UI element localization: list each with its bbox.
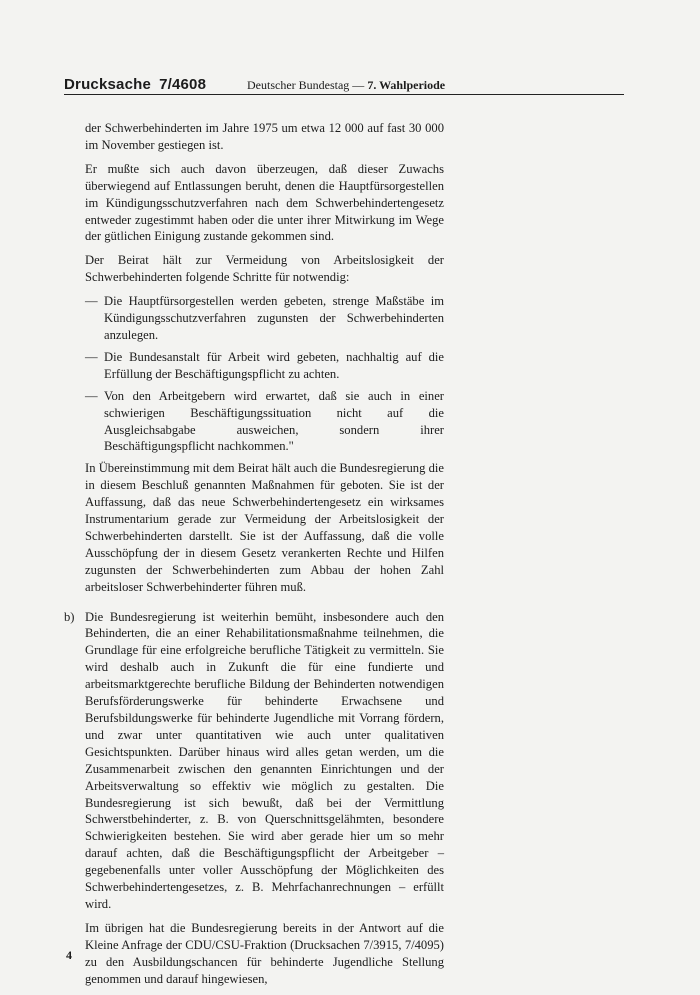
dash-marker: — — [85, 294, 98, 309]
dash-list-item — [85, 388, 444, 456]
document-label — [64, 76, 206, 93]
continued-section — [85, 120, 444, 596]
paragraph: Er mußte sich auch davon überzeugen, daß dieser Zuwachs überwiegend auf Entlassungen beruht, denen die Hauptfürsorgestellen im Kündigungsschutzverfahren nach dem Schwerbehindertengesetz entweder zugestimmt haben oder die unter ihrer Mitwirkung im Wege der gütlichen Einigung zustande gekommen sind. — [85, 161, 444, 244]
page-body — [64, 120, 444, 995]
dash-list-item — [85, 293, 444, 344]
paragraph: Der Beirat hält zur Vermeidung von Arbeitslosigkeit der Schwerbehinderten folgende Schritte für notwendig: — [85, 253, 444, 285]
dash-marker: — — [85, 349, 98, 364]
section-b-paragraph: Im übrigen hat die Bundesregierung bereits in der Antwort auf die Kleine Anfrage der CDU/CSU-Fraktion (Drucksachen 7/3915, 7/4095) zu den Ausbildungschancen für behinderte Jugendliche Stellung genommen und darauf hingewiesen, — [85, 920, 444, 986]
dash-item-text: Die Bundesanstalt für Arbeit wird gebeten, nachhaltig auf die Erfüllung der Beschäftigungspflicht zu achten. — [104, 349, 444, 381]
legislative-period: 7. Wahlperiode — [367, 78, 446, 92]
dash-item-text: Die Hauptfürsorgestellen werden gebeten, strenge Maßstäbe im Kündigungsschutzverfahren zugunsten der Schwerbehinderten anzulegen. — [104, 294, 444, 342]
parliament-label — [247, 78, 445, 93]
dash-item-text: Von den Arbeitgebern wird erwartet, daß sie auch in einer schwierigen Beschäftigungssituation nicht auf die Ausgleichsabgabe ausweichen, sondern ihrer Beschäftigungspflicht nachkommen." — [104, 388, 444, 454]
document-type: Drucksache — [64, 76, 152, 93]
dash-marker: — — [85, 388, 98, 403]
closing-paragraph: In Übereinstimmung mit dem Beirat hält auch die Bundesregierung die in diesem Beschluß genannten Maßnahmen für geboten. Sie ist der Auffassung, daß das neue Schwerbehindertengesetz ein wirksames Instrumentarium gerade zur Vermeidung der Arbeitslosigkeit der Schwerbehinderten darstellt. Sie ist der Auffassung, daß die volle Ausschöpfung der in diesem Gesetz verankerten Rechte und Hilfen zugunsten der Schwerbehinderten zum Abbau der hohen Zahl arbeitsloser Schwerbehinderter führen muß. — [85, 461, 444, 594]
document-number: 7/4608 — [159, 76, 207, 93]
dash-list-item — [85, 349, 444, 383]
parliament-name: Deutscher Bundestag — — [247, 78, 365, 92]
paragraph: der Schwerbehinderten im Jahre 1975 um etwa 12 000 auf fast 30 000 im November gestiegen ist. — [85, 121, 444, 152]
section-b-label: b) — [64, 609, 75, 624]
section-b-paragraph: Die Bundesregierung ist weiterhin bemüht, insbesondere auch den Behinderten, die an einer Rehabilitationsmaßnahme teilnehmen, die Grundlage für eine erfolgreiche berufliche Tätigkeit zu vermitteln. Sie wird deshalb auch in Zukunft die für eine fundierte und arbeitsmarktgerechte berufliche Bildung der Behinderten notwendigen Berufsförderungswerke für behinderte Erwachsene und Berufsbildungswerke für behinderte Jugendliche mit Vorrang fördern, und zwar unter quantitativen wie auch unter qualitativen Gesichtspunkten. Darüber hinaus wird alles getan werden, um die Zusammenarbeit zwischen den genannten Einrichtungen und der Arbeitsverwaltung so effektiv wie möglich zu gestalten. Die Bundesregierung ist sich bewußt, daß bei der Vermittlung Schwerstbehinderter, z. B. von Querschnittsgelähmten, besondere Schwierigkeiten bestehen. Sie wird aber gerade hier um so mehr darauf achten, daß die Beschäftigungspflicht der Arbeitgeber – gegebenenfalls unter voller Ausschöpfung der Möglichkeiten des Schwerbehindertengesetzes, z. B. Mehrfachanrechnungen – erfüllt wird. — [85, 609, 444, 911]
page-number: 4 — [66, 948, 72, 962]
section-b — [64, 609, 444, 988]
header-rule — [64, 94, 624, 95]
